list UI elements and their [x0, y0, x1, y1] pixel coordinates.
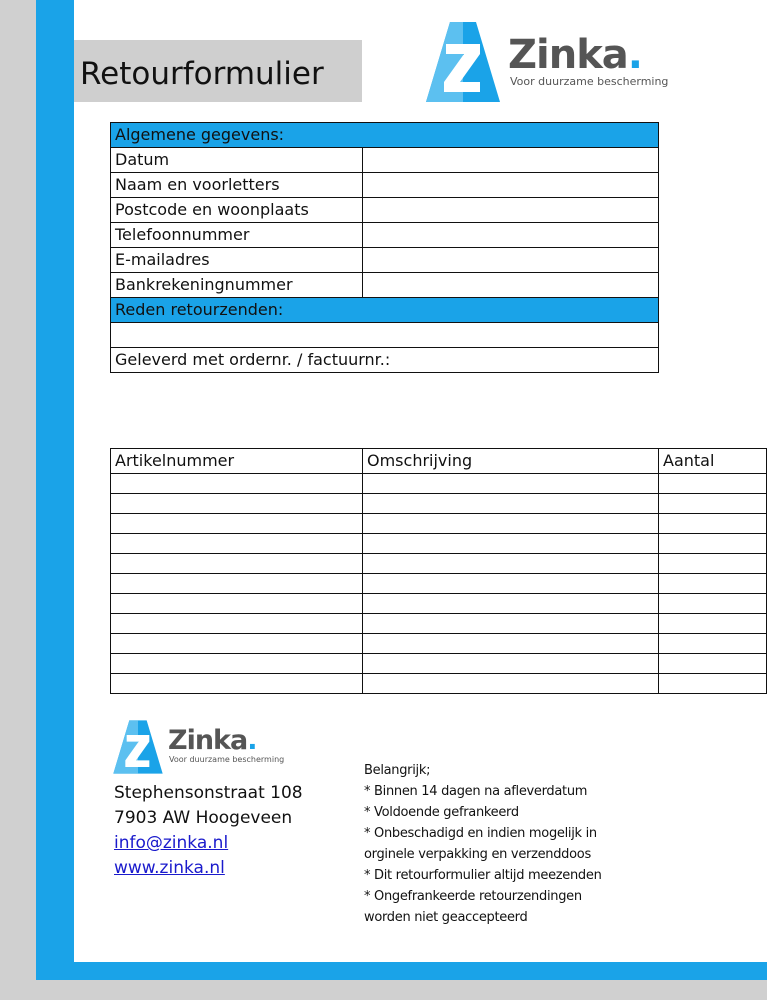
artikelnummer-cell[interactable] — [111, 494, 363, 514]
zinka-mark-icon — [112, 718, 164, 776]
section-header-reason: Reden retourzenden: — [111, 298, 659, 323]
delivered-with-label: Geleverd met ordernr. / factuurnr.: — [111, 348, 659, 373]
telefoon-input[interactable] — [363, 223, 659, 248]
email-input[interactable] — [363, 248, 659, 273]
note-line: * Binnen 14 dagen na afleverdatum — [364, 784, 588, 799]
omschrijving-cell[interactable] — [363, 614, 659, 634]
field-label: Bankrekeningnummer — [111, 273, 363, 298]
naam-input[interactable] — [363, 173, 659, 198]
column-header-aantal: Aantal — [659, 449, 767, 474]
column-header-omschrijving: Omschrijving — [363, 449, 659, 474]
note-line: * Dit retourformulier altijd meezenden — [364, 868, 602, 883]
form-row-datum — [111, 148, 659, 173]
brand-name: Zinka — [168, 725, 248, 756]
website-link[interactable]: www.zinka.nl — [114, 858, 225, 878]
aantal-cell[interactable] — [659, 574, 767, 594]
postcode-input[interactable] — [363, 198, 659, 223]
item-row — [111, 614, 767, 634]
artikelnummer-cell[interactable] — [111, 514, 363, 534]
aantal-cell[interactable] — [659, 474, 767, 494]
form-row-postcode — [111, 198, 659, 223]
omschrijving-cell[interactable] — [363, 634, 659, 654]
omschrijving-cell[interactable] — [363, 574, 659, 594]
omschrijving-cell[interactable] — [363, 654, 659, 674]
column-header-artikelnummer: Artikelnummer — [111, 449, 363, 474]
form-row-bank — [111, 273, 659, 298]
note-line: * Onbeschadigd en indien mogelijk in — [364, 826, 597, 841]
aantal-cell[interactable] — [659, 674, 767, 694]
aantal-cell[interactable] — [659, 594, 767, 614]
brand-dot: . — [247, 725, 257, 756]
aantal-cell[interactable] — [659, 534, 767, 554]
datum-input[interactable] — [363, 148, 659, 173]
return-form-table — [110, 122, 659, 373]
omschrijving-cell[interactable] — [363, 674, 659, 694]
artikelnummer-cell[interactable] — [111, 654, 363, 674]
brand-dot: . — [627, 32, 642, 78]
address-city: 7903 AW Hoogeveen — [114, 808, 293, 828]
note-line: orginele verpakking en verzenddoos — [364, 847, 591, 862]
brand-tagline: Voor duurzame bescherming — [510, 75, 669, 88]
omschrijving-cell[interactable] — [363, 494, 659, 514]
zinka-logo-bottom — [112, 718, 284, 776]
left-accent-bar — [36, 0, 74, 980]
omschrijving-cell[interactable] — [363, 474, 659, 494]
item-row — [111, 674, 767, 694]
item-row — [111, 514, 767, 534]
artikelnummer-cell[interactable] — [111, 594, 363, 614]
item-row — [111, 654, 767, 674]
note-line: * Ongefrankeerde retourzendingen — [364, 889, 582, 904]
form-row-telefoon — [111, 223, 659, 248]
note-line: worden niet geaccepteerd — [364, 910, 528, 925]
item-row — [111, 474, 767, 494]
important-notes — [364, 760, 602, 928]
bottom-accent-bar — [36, 962, 767, 980]
aantal-cell[interactable] — [659, 654, 767, 674]
address-street: Stephensonstraat 108 — [114, 783, 303, 803]
company-address — [114, 781, 303, 881]
omschrijving-cell[interactable] — [363, 534, 659, 554]
form-row-email — [111, 248, 659, 273]
field-label: E-mailadres — [111, 248, 363, 273]
field-label: Naam en voorletters — [111, 173, 363, 198]
item-row — [111, 554, 767, 574]
field-label: Telefoonnummer — [111, 223, 363, 248]
brand-name: Zinka — [508, 32, 628, 78]
reason-textarea[interactable] — [111, 323, 659, 348]
aantal-cell[interactable] — [659, 634, 767, 654]
artikelnummer-cell[interactable] — [111, 634, 363, 654]
form-row-naam — [111, 173, 659, 198]
bank-input[interactable] — [363, 273, 659, 298]
artikelnummer-cell[interactable] — [111, 614, 363, 634]
field-label: Postcode en woonplaats — [111, 198, 363, 223]
notes-heading: Belangrijk; — [364, 763, 431, 778]
artikelnummer-cell[interactable] — [111, 534, 363, 554]
omschrijving-cell[interactable] — [363, 514, 659, 534]
note-line: * Voldoende gefrankeerd — [364, 805, 519, 820]
omschrijving-cell[interactable] — [363, 554, 659, 574]
items-table — [110, 448, 767, 694]
artikelnummer-cell[interactable] — [111, 474, 363, 494]
brand-tagline: Voor duurzame bescherming — [169, 755, 285, 764]
item-row — [111, 634, 767, 654]
page-title: Retourformulier — [80, 56, 324, 92]
zinka-logo-top — [424, 20, 668, 104]
aantal-cell[interactable] — [659, 494, 767, 514]
aantal-cell[interactable] — [659, 614, 767, 634]
aantal-cell[interactable] — [659, 514, 767, 534]
item-row — [111, 574, 767, 594]
omschrijving-cell[interactable] — [363, 594, 659, 614]
artikelnummer-cell[interactable] — [111, 674, 363, 694]
item-row — [111, 534, 767, 554]
email-link[interactable]: info@zinka.nl — [114, 833, 229, 853]
artikelnummer-cell[interactable] — [111, 554, 363, 574]
item-row — [111, 594, 767, 614]
field-label: Datum — [111, 148, 363, 173]
aantal-cell[interactable] — [659, 554, 767, 574]
artikelnummer-cell[interactable] — [111, 574, 363, 594]
section-header-general: Algemene gegevens: — [111, 123, 659, 148]
items-header-row — [111, 449, 767, 474]
zinka-mark-icon — [424, 20, 502, 104]
item-row — [111, 494, 767, 514]
